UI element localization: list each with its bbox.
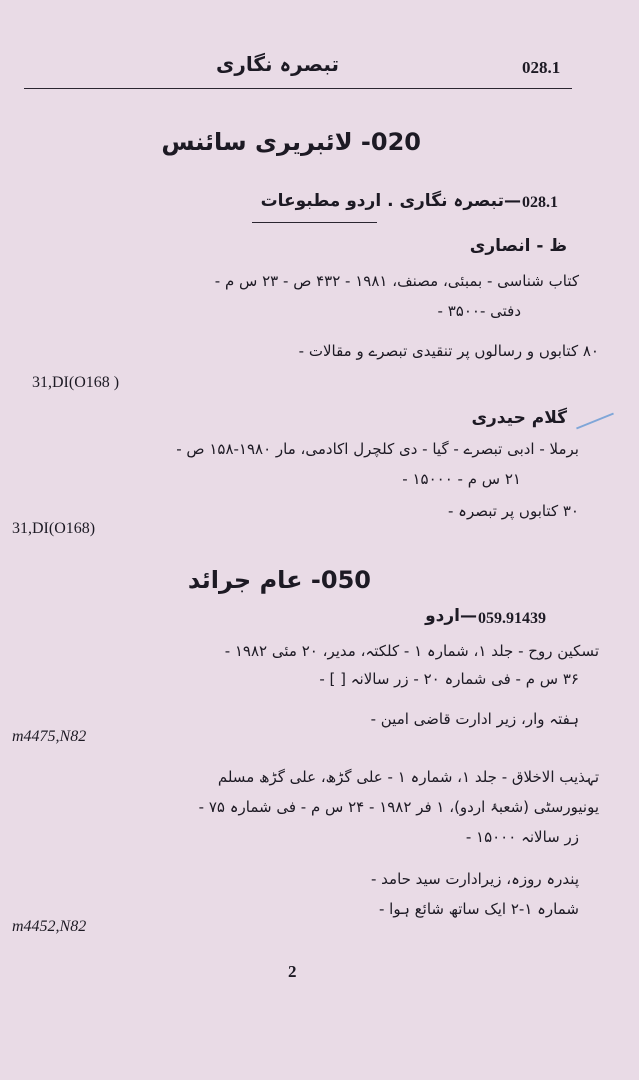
entry-call-number: m4452,N82 <box>12 918 87 935</box>
entry-call-number: 31,DI(O168 ) <box>32 374 120 391</box>
entry-call-number: m4475,N82 <box>12 728 87 745</box>
entry-line: دفتی -۳۵۰۰ - <box>437 302 521 320</box>
section-050-subheading: —اردو <box>425 606 477 626</box>
subheading-underline <box>252 222 377 223</box>
section-050-heading: 050- عام جرائد <box>187 566 371 594</box>
entry-line: برملا - ادبی تبصرے - گیا - دی کلچرل اکادمی، مار ۱۹۸۰-۱۵۸ ص - <box>176 440 579 458</box>
header-section-number: 028.1 <box>522 58 561 77</box>
section-050-subheading-number: 059.91439 <box>478 610 546 627</box>
entry-note: شمارہ ۱-۲ ایک ساتھ شائع ہوا - <box>379 900 579 918</box>
entry-author: گلام حیدری <box>471 408 567 428</box>
entry-line: تسکین روح - جلد ۱، شمارہ ۱ - کلکتہ، مدیر، ۲۰ مئی ۱۹۸۲ - <box>224 642 599 660</box>
entry-line: یونیورسٹی (شعبۂ اردو)، ۱ فر ۱۹۸۲ - ۲۴ س م - فی شمارہ ۷۵ - <box>198 798 599 816</box>
header-rule <box>24 88 572 89</box>
section-020-subheading-number: 028.1 <box>522 194 558 211</box>
entry-note: پندرہ روزہ، زیرادارت سید حامد - <box>370 870 579 888</box>
section-020-subheading: —تبصرہ نگاری . اردو مطبوعات <box>260 191 521 211</box>
entry-line: کتاب شناسی - بمبئی، مصنف، ۱۹۸۱ - ۴۳۲ ص - ۲۳ س م - <box>214 272 579 290</box>
section-020-heading: 020- لائبریری سائنس <box>161 128 421 156</box>
entry-line: ۲۱ س م - ۱۵۰۰۰ - <box>402 470 521 488</box>
entry-author: ظ - انصاری <box>469 236 567 256</box>
entry-line: ۳۶ س م - فی شمارہ ۲۰ - زر سالانہ [ ] - <box>319 670 579 688</box>
entry-note: ۸۰ کتابوں و رسالوں پر تنقیدی تبصرے و مقالات - <box>298 342 599 360</box>
pen-mark <box>576 413 614 430</box>
entry-line: زر سالانہ ۱۵۰۰۰ - <box>465 828 579 846</box>
entry-note: ہفتہ وار، زیر ادارت قاضی امین - <box>370 710 579 728</box>
entry-note: ۳۰ کتابوں پر تبصرہ - <box>447 502 579 520</box>
page-number: 2 <box>288 962 297 981</box>
entry-call-number: 31,DI(O168) <box>12 520 96 537</box>
header-title: تبصرہ نگاری <box>216 52 339 76</box>
entry-line: تہذیب الاخلاق - جلد ۱، شمارہ ۱ - علی گڑھ، علی گڑھ مسلم <box>217 768 599 786</box>
